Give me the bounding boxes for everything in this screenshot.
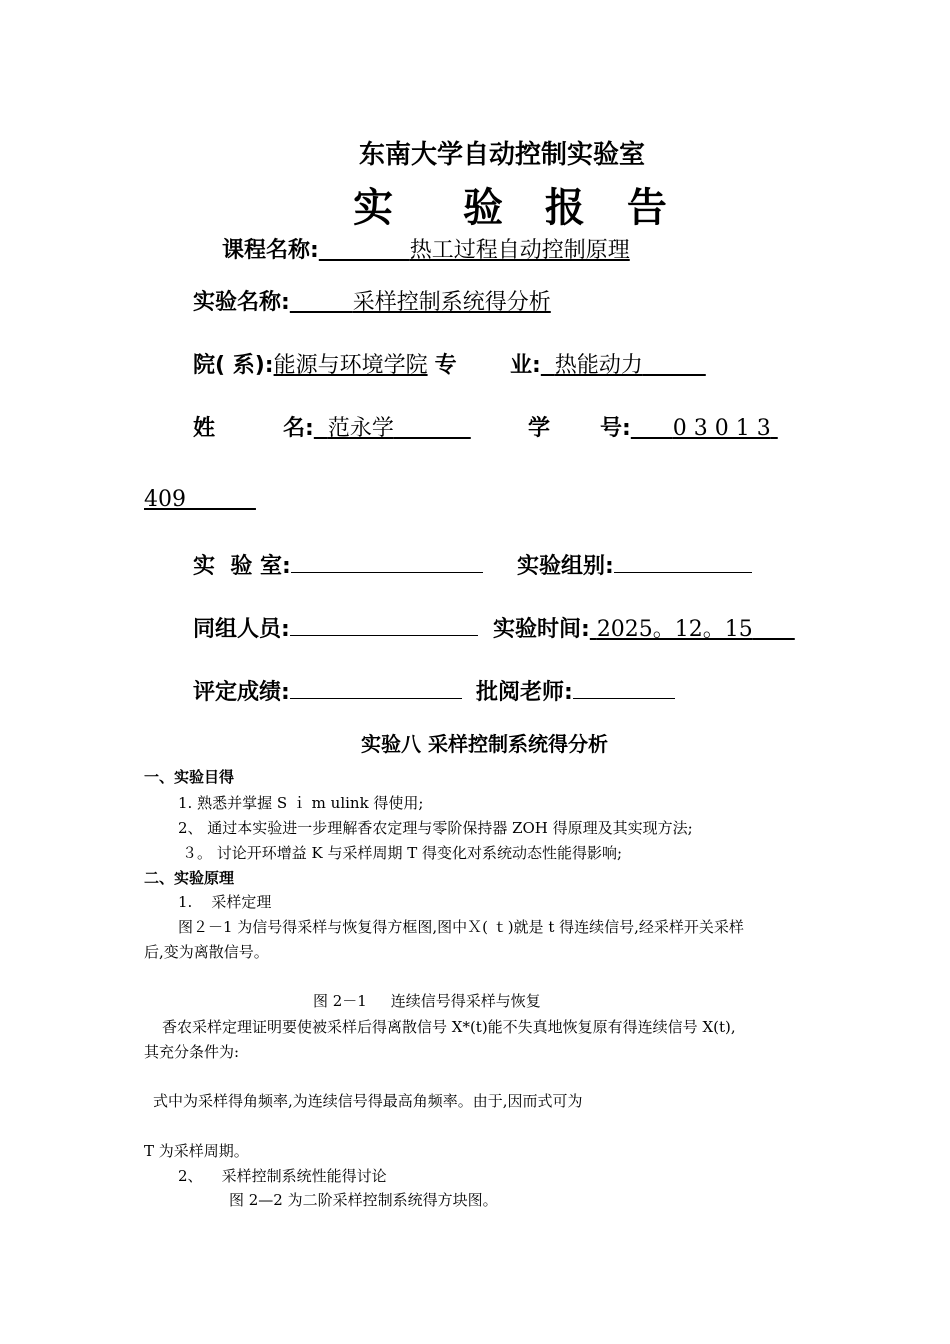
experiment-value: 采样控制系统得分析 [352,290,551,315]
dept-value: 能源与环境学院 [273,353,428,378]
lab-name: 东南大学自动控制实验室 [358,140,645,170]
group-label: 实验组别: [517,554,614,579]
teacher-blank [573,676,675,699]
purpose-item-3: ３。 讨论开环增益 K 与采样周期 T 得变化对系统动态性能得影响; [182,844,623,862]
name-label-b: 名: [283,416,314,441]
paragraph-1-line-1: 图２－1 为信号得采样与恢复得方框图,图中Ｘ( ｔ)就是 t 得连续信号,经采样开关采样 [178,918,744,936]
lab-room-blank [291,550,483,573]
group-row [517,549,752,580]
id-label-b: 号: [600,416,631,441]
major-value: 热能动力 [554,353,643,378]
major-label-a: 专 [434,353,457,378]
paragraph-2-line-2: 其充分条件为: [144,1043,240,1061]
name-label-a: 姓 [193,416,216,441]
paragraph-5: 图 2—2 为二阶采样控制系统得方块图。 [229,1191,498,1209]
time-row [493,612,795,643]
experiment-label: 实验名称: [193,290,290,315]
figure-1-caption: 图 2－1 连续信号得采样与恢复 [313,992,541,1010]
experiment-row [193,285,551,316]
id-label-a: 学 [528,416,551,441]
course-row [222,233,630,264]
teacher-label: 批阅老师: [476,680,573,705]
members-row [193,612,478,643]
score-row [193,675,462,706]
section-1-title: 一、实验目得 [144,768,235,786]
lab-room-row [193,549,483,580]
name-row [283,411,471,442]
principle-sub-1: 1. 采样定理 [178,893,272,911]
course-value: 热工过程自动控制原理 [409,238,630,263]
paragraph-4: T 为采样周期。 [144,1142,249,1160]
dept-row [193,348,457,379]
members-blank [290,613,478,636]
name-value: 范永学 [327,416,394,441]
experiment-title: 实验八 采样控制系统得分析 [361,732,608,756]
paragraph-2-line-1: 香农采样定理证明要使被采样后得离散信号 X*(t)能不失真地恢复原有得连续信号 X(t), [162,1018,736,1036]
score-label: 评定成绩: [193,680,290,705]
lab-room-label: 实 验 室: [193,554,291,579]
teacher-row [476,675,675,706]
members-label: 同组人员: [193,617,290,642]
major-row [510,348,706,379]
id-value-a: 0 3 0 1 3 [672,416,771,441]
dept-label: 院( 系): [193,353,274,378]
purpose-item-2: 2、 通过本实验进一步理解香农定理与零阶保持器 ZOH 得原理及其实现方法; [178,819,693,837]
purpose-item-1: 1. 熟悉并掌握 S ｉ m ulink 得使用; [178,794,424,812]
time-label: 实验时间: [493,617,590,642]
id-row [600,411,778,442]
score-blank [290,676,462,699]
group-blank [614,550,752,573]
section-2-title: 二、实验原理 [144,869,235,887]
paragraph-3: 式中为采样得角频率,为连续信号得最高角频率。由于,因而式可为 [153,1092,583,1110]
principle-sub-2: 2、 采样控制系统性能得讨论 [178,1167,387,1185]
time-value: 2025。12。15 [596,617,753,642]
id-value-b: 409 [144,487,186,512]
paragraph-1-line-2: 后,变为离散信号。 [144,943,269,961]
major-label-b: 业: [510,353,541,378]
course-label: 课程名称: [222,238,319,263]
report-title: 实 验 报 告 [353,185,681,231]
